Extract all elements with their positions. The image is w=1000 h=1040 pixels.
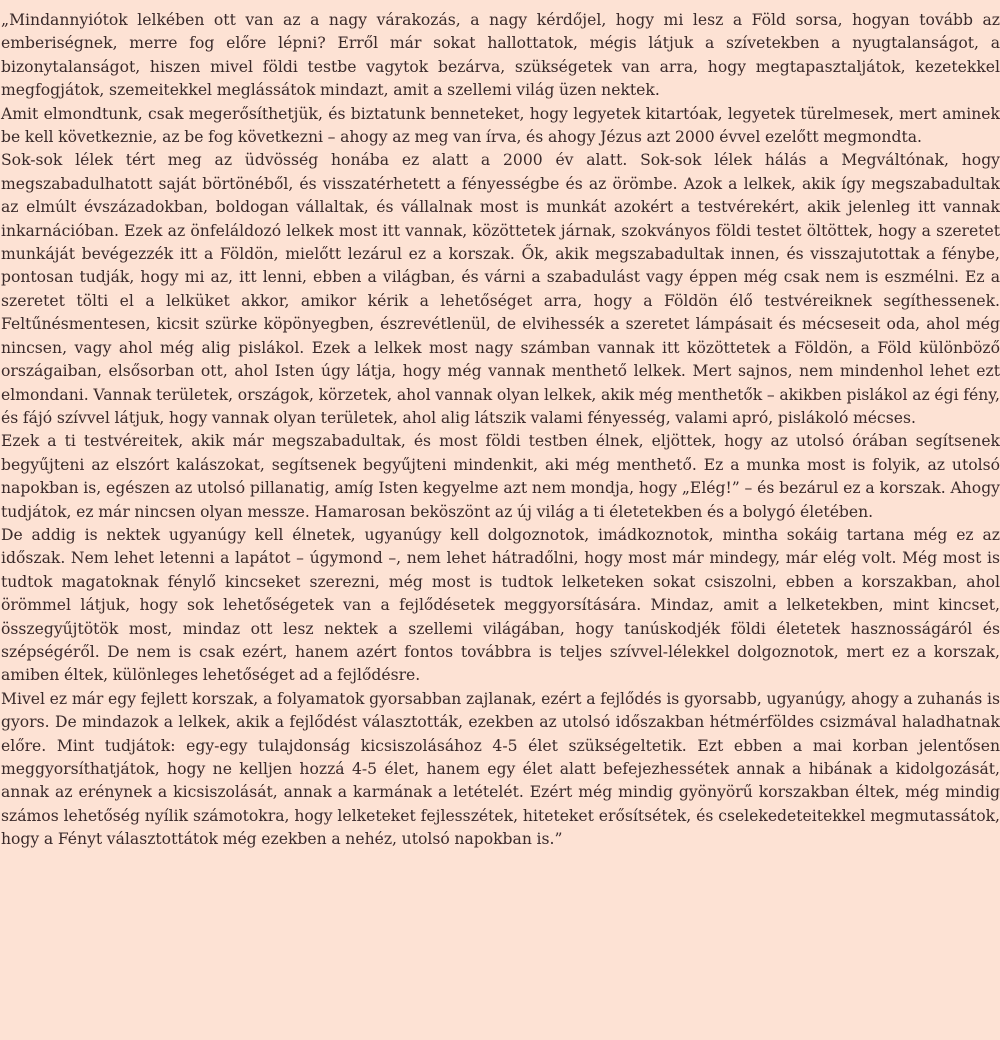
paragraph-1: „Mindannyiótok lelkében ott van az a nagy várakozás, a nagy kérdőjel, hogy mi lesz a Föld sorsa, hogyan tovább az emberiségnek, merre fog előre lépni? Erről már sokat hallottatok, mégis látjuk a szívetekben a nyugtalanságot, a bizonytalanságot, hiszen mivel földi testbe vagytok bezárva, szükségetek van arra, hogy megtapasztaljátok, kezetekkel megfogjátok, szemeitekkel meglássátok mindazt, amit a szellemi világ üzen nektek. [1, 11, 1000, 100]
paragraph-5: De addig is nektek ugyanúgy kell élnetek, ugyanúgy kell dolgoznotok, imádkoznotok, mintha sokáig tartana még ez az időszak. Nem lehet letenni a lapátot – úgymond –, nem lehet hátradőlni, hogy most már mindegy, már elég volt. Még most is tudtok magatoknak fénylő kincseket szerezni, még most is tudtok lelketeken sokat csiszolni, ebben a korszakban, ahol örömmel látjuk, hogy sok lehetőségetek van a fejlődésetek meggyorsítására. Mindaz, amit a lelketekben, mint kincset, összegyűjtötök most, mindaz ott lesz nektek a szellemi világában, hogy tanúskodjék földi életetek hasznosságáról és szépségéről. De nem is csak ezért, hanem azért fontos továbbra is teljes szívvel-lélekkel dolgoznotok, mert ez a korszak, amiben éltek, különleges lehetőséget ad a fejlődésre. [1, 525, 1000, 685]
paragraph-2: Amit elmondtunk, csak megerősíthetjük, és biztatunk benneteket, hogy legyetek kitartóak, legyetek türelmesek, mert aminek be kell következnie, az be fog következni – ahogy az meg van írva, és ahogy Jézus azt 2000 évvel ezelőtt megmondta. [1, 104, 1000, 147]
paragraph-4: Ezek a ti testvéreitek, akik már megszabadultak, és most földi testben élnek, eljöttek, hogy az utolsó órában segítsenek begyűjteni az elszórt kalászokat, segítsenek begyűjteni mindenkit, aki még menthető. Ez a munka most is folyik, az utolsó napokban is, egészen az utolsó pillanatig, amíg Isten kegyelme azt nem mondja, hogy „Elég!” – és bezárul ez a korszak. Ahogy tudjátok, ez már nincsen olyan messze. Hamarosan beköszönt az új világ a ti életetekben és a bolygó életében. [1, 432, 1000, 521]
paragraph-6: Mivel ez már egy fejlett korszak, a folyamatok gyorsabban zajlanak, ezért a fejlődés is gyorsabb, ugyanúgy, ahogy a zuhanás is gyors. De mindazok a lelkek, akik a fejlődést választották, ezekben az utolsó időszakban hétmérföldes csizmával haladhatnak előre. Mint tudjátok: egy-egy tulajdonság kicsiszolásához 4-5 élet szükségeltetik. Ezt ebben a mai korban jelentősen meggyorsíthatjátok, hogy ne kelljen hozzá 4-5 élet, hanem egy élet alatt befejezhessétek annak a hibának a kidolgozását, annak az erénynek a kicsiszolását, annak a karmának a letételét. Ezért még mindig gyönyörű korszakban éltek, még mindig számos lehetőség nyílik számotokra, hogy lelketeket fejlesszétek, hiteteket erősítsétek, és cselekedeteitekkel megmutassátok, hogy a Fényt választottátok még ezekben a nehéz, utolsó napokban is.” [1, 689, 1000, 849]
paragraph-3: Sok-sok lélek tért meg az üdvösség honába ez alatt a 2000 év alatt. Sok-sok lélek hálás a Megváltónak, hogy megszabadulhatott saját börtönéből, és visszatérhetett a fényességbe és az örömbe. Azok a lelkek, akik így megszabadultak az elmúlt évszázadokban, boldogan vállaltak, és vállalnak most is munkát azokért a testvérekért, akik jelenleg itt vannak inkarnációban. Ezek az önfeláldozó lelkek most itt vannak, közöttetek járnak, szokványos földi testet öltöttek, hogy a szeretet munkáját bevégezzék itt a Földön, mielőtt lezárul ez a korszak. Ők, akik megszabadultak innen, és visszajutottak a fénybe, pontosan tudják, hogy mi az, itt lenni, ebben a világban, és várni a szabadulást vagy éppen még csak nem is eszmélni. Ez a szeretet tölti el a lelküket akkor, amikor kérik a lehetőséget arra, hogy a Földön élő testvéreiknek segíthessenek. Feltűnésmentesen, kicsit szürke köpönyegben, észrevétlenül, de elvihessék a szeretet lámpásait és mécseseit oda, ahol még nincsen, vagy ahol még alig pislákol. Ezek a lelkek most nagy számban vannak itt közöttetek a Földön, a Föld különböző országaiban, elsősorban ott, ahol Isten úgy látja, hogy még vannak menthető lelkek. Mert sajnos, nem mindenhol lehet ezt elmondani. Vannak területek, országok, körzetek, ahol vannak olyan lelkek, akik még menthetők – akikben pislákol az égi fény, és fájó szívvel látjuk, hogy vannak olyan területek, ahol alig látszik valami fényesség, valami apró, pislákoló mécses. [1, 151, 1000, 427]
